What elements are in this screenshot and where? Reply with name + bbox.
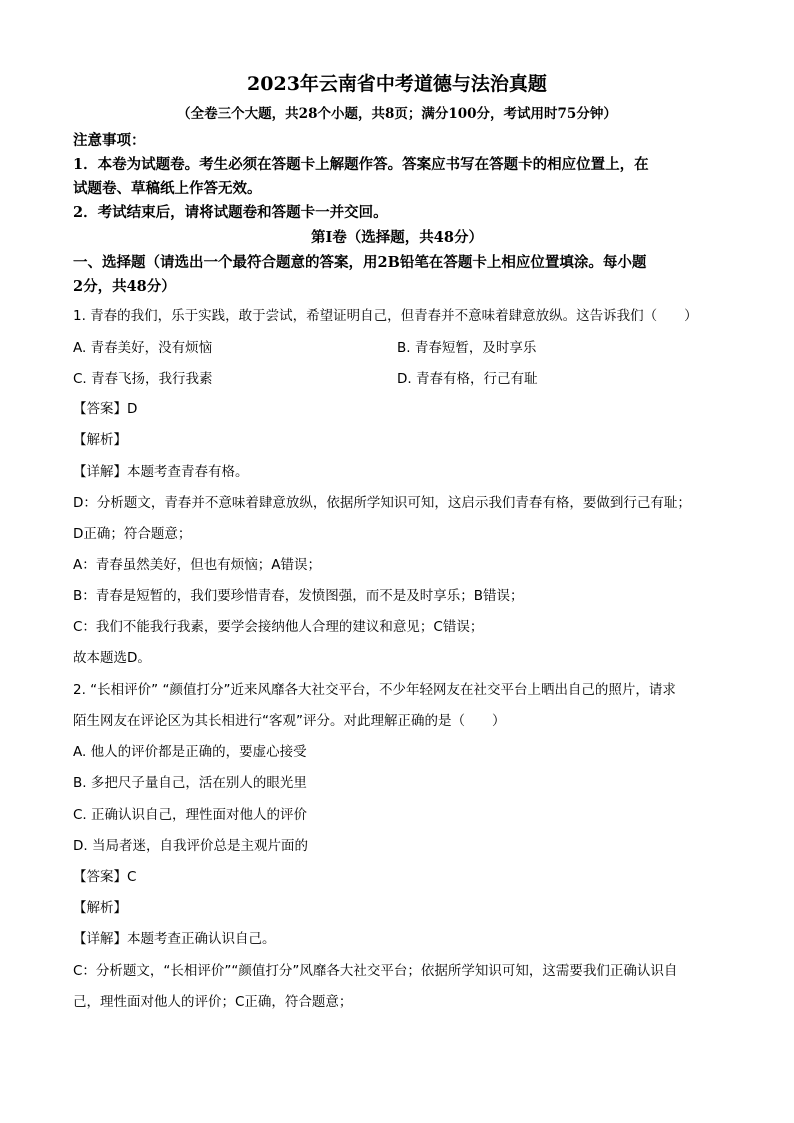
question-2-detail: 【详解】本题考查正确认识自己。 [73,931,276,947]
question-1-option-a: A. 青春美好，没有烦恼 [73,340,213,356]
section-1-heading-line-2: 2分，共48分） [73,278,176,295]
question-2-option-c: C. 正确认识自己，理性面对他人的评价 [73,807,308,823]
question-1-explanation-a: A：青春虽然美好，但也有烦恼；A错误； [73,557,321,573]
question-1-explanation-b: B：青春是短暂的，我们要珍惜青春，发愤图强，而不是及时享乐；B错误； [73,588,524,604]
question-1-explanation-c: C：我们不能我行我素，要学会接纳他人合理的建议和意见；C错误； [73,619,484,635]
question-1-conclusion: 故本题选D。 [73,650,151,666]
question-2-stem-line-1: 2. “长相评价” “颜值打分”近来风靡各大社交平台，不少年轻网友在社交平台上晒出自己的照片，请求 [73,682,676,698]
question-1-option-c: C. 青春飞扬，我行我素 [73,371,213,387]
question-2-explanation-c-line-1: C：分析题文，“长相评价”“颜值打分”风靡各大社交平台；依据所学知识可知，这需要我们正确认识自 [73,963,678,979]
question-2-explanation-c-line-2: 己，理性面对他人的评价；C正确，符合题意； [73,994,353,1010]
notice-item-2: 2．考试结束后，请将试题卷和答题卡一并交回。 [73,204,388,221]
part-1-heading: 第Ⅰ卷（选择题，共48分） [311,229,483,246]
question-1-explanation-d-line-2: D正确；符合题意； [73,526,192,542]
section-1-heading-line-1: 一、选择题（请选出一个最符合题意的答案，用2B铅笔在答题卡上相应位置填涂。每小题 [73,254,647,271]
notice-item-1-line-2: 试题卷、草稿纸上作答无效。 [73,180,262,197]
question-1-option-b: B. 青春短暂，及时享乐 [397,340,537,356]
question-1-explanation-d-line-1: D：分析题文，青春并不意味着肆意放纵，依据所学知识可知，这启示我们青春有格，要做到行己有耻； [73,495,691,511]
question-1-answer: 【答案】D [73,401,138,417]
question-2-stem-line-2: 陌生网友在评论区为其长相进行“客观”评分。对此理解正确的是（ ） [73,713,506,729]
question-2-analysis-label: 【解析】 [73,900,127,916]
question-1-option-d: D. 青春有格，行己有耻 [397,371,538,387]
question-2-answer: 【答案】C [73,869,137,885]
question-2-option-d: D. 当局者迷，自我评价总是主观片面的 [73,838,308,854]
page-title: 2023年云南省中考道德与法治真题 [247,73,547,95]
question-1-stem: 1. 青春的我们，乐于实践，敢于尝试，希望证明自己，但青春并不意味着肆意放纵。这告诉我们（ ） [73,308,698,324]
exam-subtitle: （全卷三个大题，共28个小题，共8页；满分100分，考试用时75分钟） [177,106,617,122]
question-1-detail: 【详解】本题考查青春有格。 [73,464,249,480]
question-2-option-a: A. 他人的评价都是正确的，要虚心接受 [73,744,307,760]
notice-item-1-line-1: 1．本卷为试题卷。考生必须在答题卡上解题作答。答案应书写在答题卡的相应位置上，在 [73,156,649,173]
notice-heading: 注意事项： [73,132,146,149]
question-2-option-b: B. 多把尺子量自己，活在别人的眼光里 [73,775,307,791]
question-1-analysis-label: 【解析】 [73,432,127,448]
